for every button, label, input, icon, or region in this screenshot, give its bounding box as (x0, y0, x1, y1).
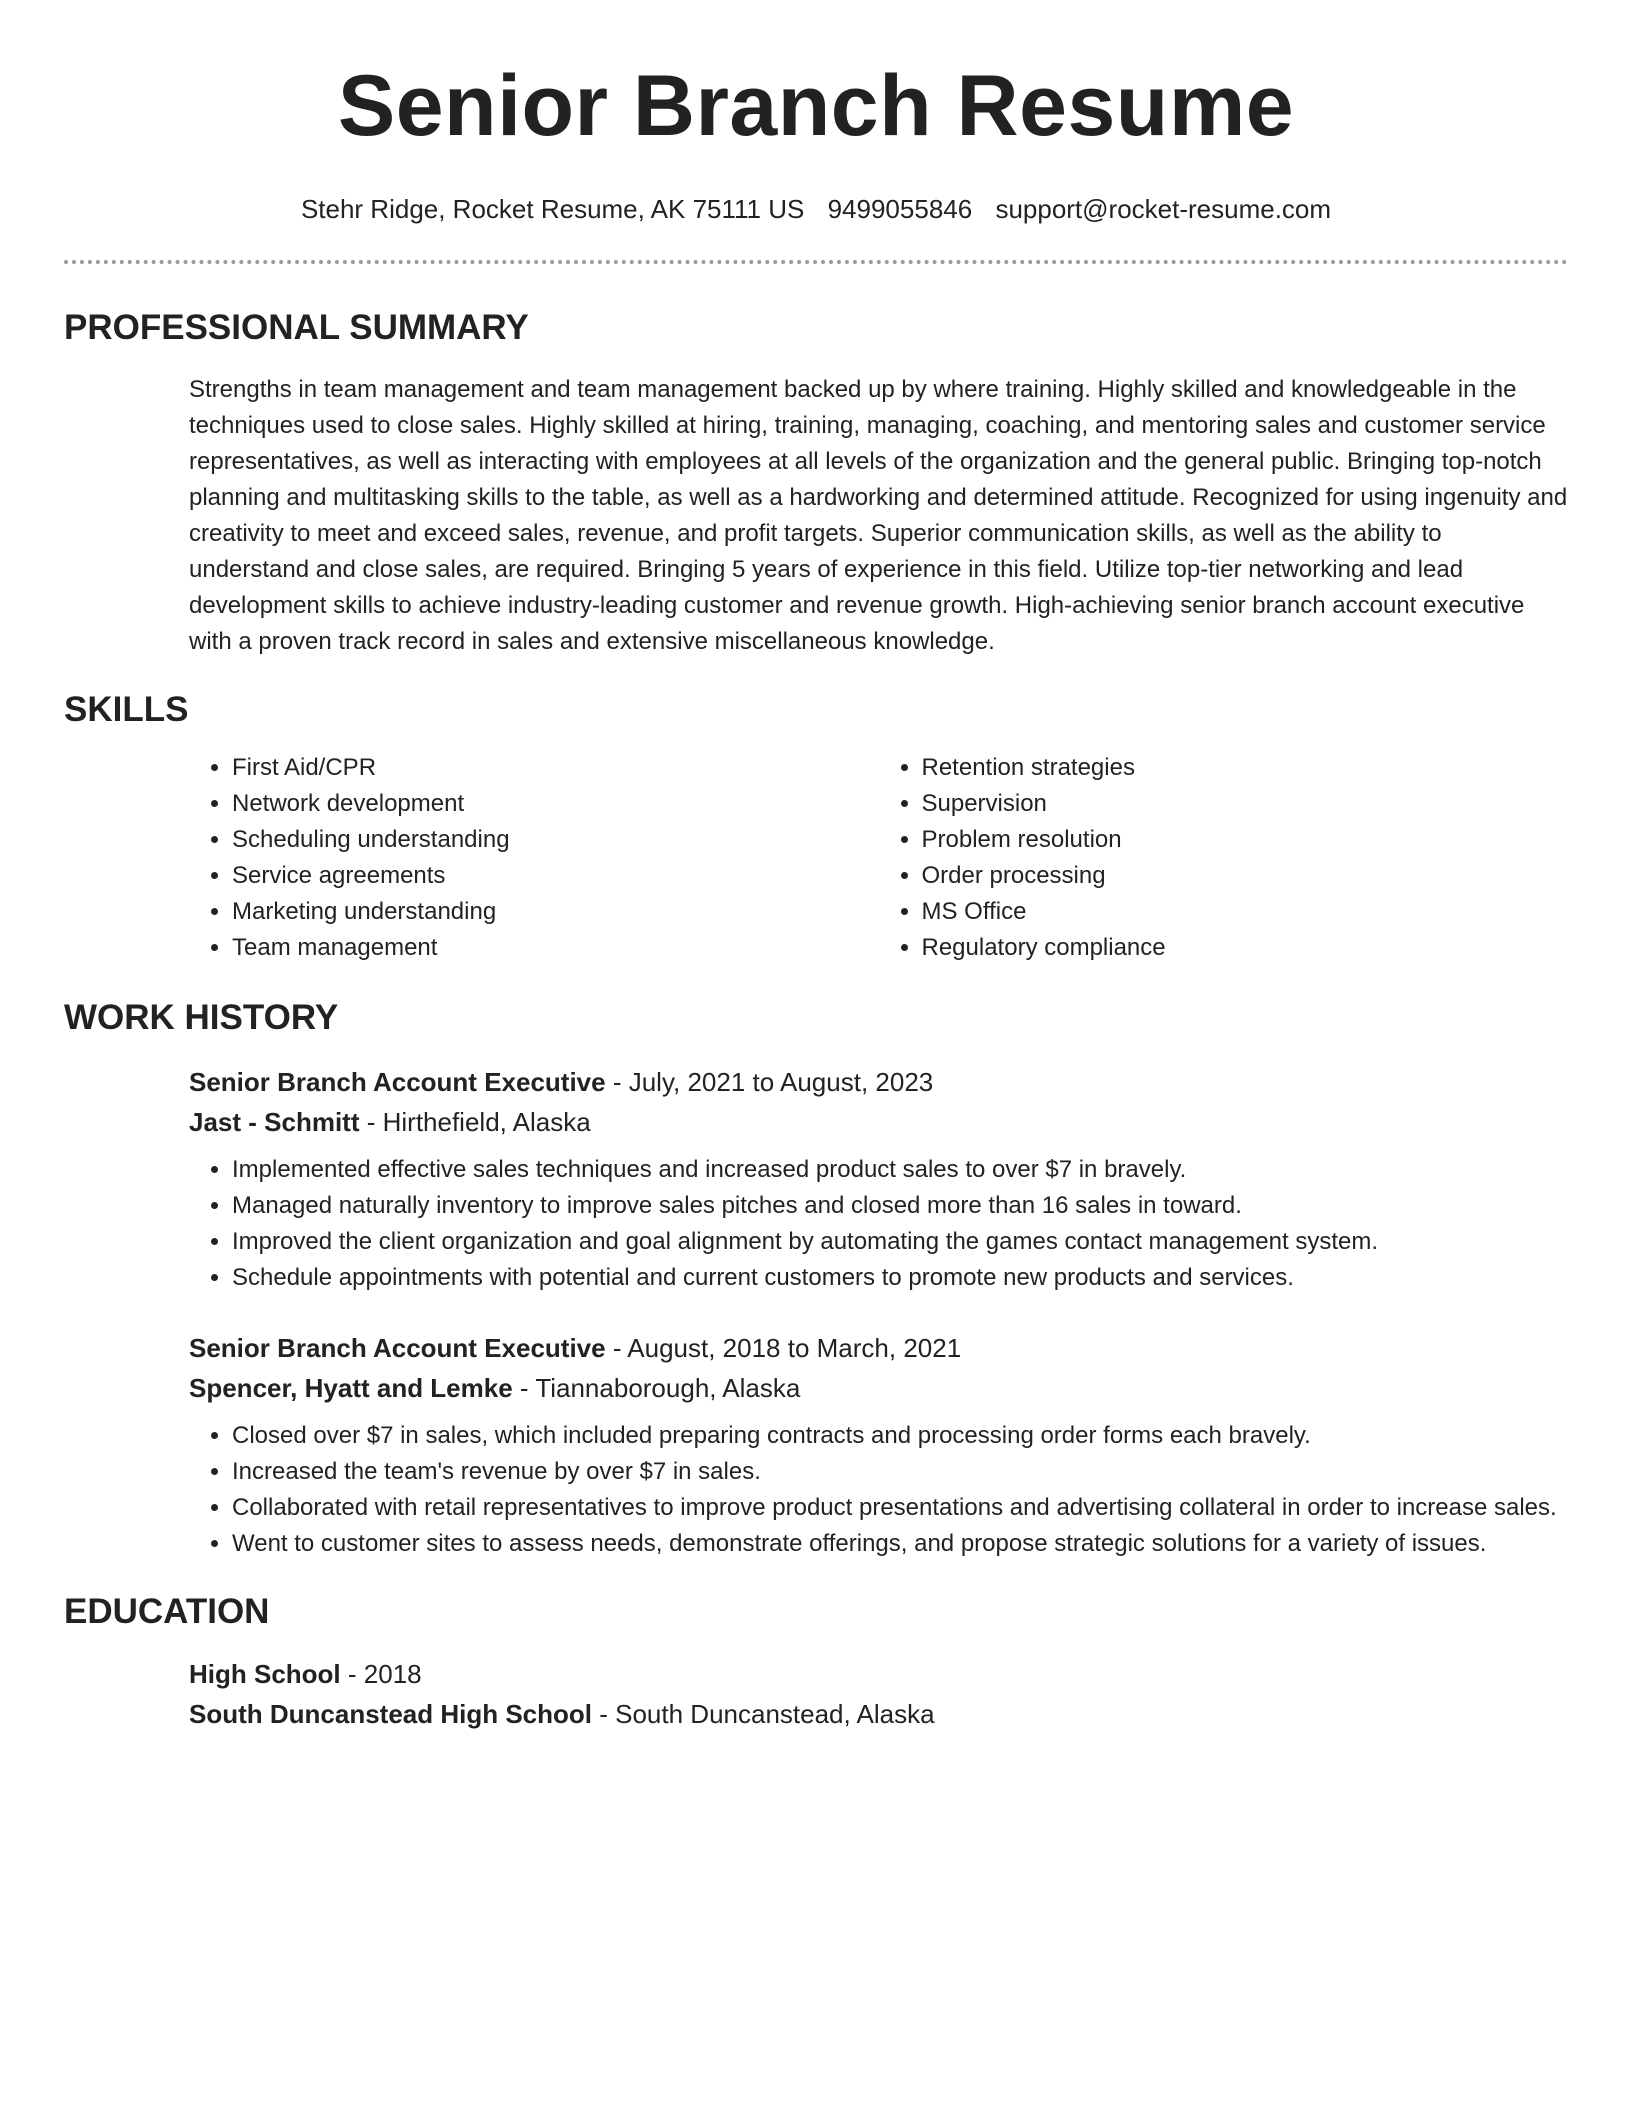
skills-list (189, 750, 1568, 966)
contact-line (64, 192, 1568, 226)
skill-item: • Marketing understanding (232, 894, 879, 930)
job-bullet: • Collaborated with retail representatives to improve product presentations and advertising collateral in order to increase sales. (232, 1490, 1568, 1526)
job-bullet: • Closed over $7 in sales, which included preparing contracts and processing order forms each bravely. (232, 1418, 1568, 1454)
school-name: South Duncanstead High School (189, 1699, 593, 1729)
skill-item: • Network development (232, 786, 879, 822)
resume-title: Senior Branch Resume (337, 58, 1295, 154)
job-company-line (189, 1368, 1568, 1408)
skills-column-left (189, 750, 879, 966)
education-entry (189, 1654, 1568, 1734)
degree: High School (189, 1659, 341, 1689)
skills-column-right (879, 750, 1569, 966)
job-bullet: • Went to customer sites to assess needs, demonstrate offerings, and propose strategic solutions for a variety of issues. (232, 1526, 1568, 1562)
job-entry (189, 1328, 1568, 1562)
skill-item: • Regulatory compliance (922, 930, 1569, 966)
job-dates: - July, 2021 to August, 2023 (605, 1067, 934, 1097)
contact-phone: 9499055846 (827, 194, 973, 224)
job-company-line (189, 1102, 1568, 1142)
education-heading: EDUCATION (64, 1592, 270, 1631)
skill-item: • First Aid/CPR (232, 750, 879, 786)
skills-heading: SKILLS (64, 690, 189, 729)
work-history-heading: WORK HISTORY (64, 998, 339, 1037)
skill-item: • Problem resolution (922, 822, 1569, 858)
skill-item: • MS Office (922, 894, 1569, 930)
job-bullet: • Increased the team's revenue by over $7 in sales. (232, 1454, 1568, 1490)
job-location: - Tiannaborough, Alaska (512, 1373, 801, 1403)
skill-item: • Supervision (922, 786, 1569, 822)
job-bullets (189, 1418, 1568, 1562)
skill-item: • Retention strategies (922, 750, 1569, 786)
contact-email: support@rocket-resume.com (995, 194, 1332, 224)
graduation-year: - 2018 (340, 1659, 422, 1689)
skill-item: • Team management (232, 930, 879, 966)
contact-address: Stehr Ridge, Rocket Resume, AK 75111 US (300, 194, 805, 224)
skill-item: • Order processing (922, 858, 1569, 894)
job-entry (189, 1062, 1568, 1296)
school-location: - South Duncanstead, Alaska (592, 1699, 935, 1729)
job-bullet: • Schedule appointments with potential and current customers to promote new products and services. (232, 1260, 1568, 1296)
skill-item: • Scheduling understanding (232, 822, 879, 858)
degree-line (189, 1654, 1568, 1694)
school-line (189, 1694, 1568, 1734)
job-bullet: • Improved the client organization and goal alignment by automating the games contact management system. (232, 1224, 1568, 1260)
job-title-line (189, 1062, 1568, 1102)
header-divider (64, 260, 1568, 264)
job-location: - Hirthefield, Alaska (359, 1107, 591, 1137)
job-bullet: • Managed naturally inventory to improve sales pitches and closed more than 16 sales in toward. (232, 1188, 1568, 1224)
job-title-line (189, 1328, 1568, 1368)
job-dates: - August, 2018 to March, 2021 (605, 1333, 962, 1363)
job-company: Jast - Schmitt (189, 1107, 360, 1137)
summary-text: Strengths in team management and team management backed up by where training. Highly skilled and knowledgeable in the techniques used to close sales. Highly skilled at hiring, training, managing, coaching, and mentoring sales and customer service representatives, as well as interacting with employees at all levels of the organization and the general public. Bringing top-notch planning and multitasking skills to the table, as well as a hardworking and determined attitude. Recognized for using ingenuity and creativity to meet and exceed sales, revenue, and profit targets. Superior communication skills, as well as the ability to understand and close sales, are required. Bringing 5 years of experience in this field. Utilize top-tier networking and lead development skills to achieve industry-leading customer and revenue growth. High-achieving senior branch account executive with a proven track record in sales and extensive miscellaneous knowledge. (189, 376, 1568, 655)
job-bullets (189, 1152, 1568, 1296)
skill-item: • Service agreements (232, 858, 879, 894)
summary-heading: PROFESSIONAL SUMMARY (64, 308, 529, 347)
job-title: Senior Branch Account Executive (189, 1333, 606, 1363)
job-company: Spencer, Hyatt and Lemke (189, 1373, 513, 1403)
job-title: Senior Branch Account Executive (189, 1067, 606, 1097)
job-bullet: • Implemented effective sales techniques and increased product sales to over $7 in bravely. (232, 1152, 1568, 1188)
